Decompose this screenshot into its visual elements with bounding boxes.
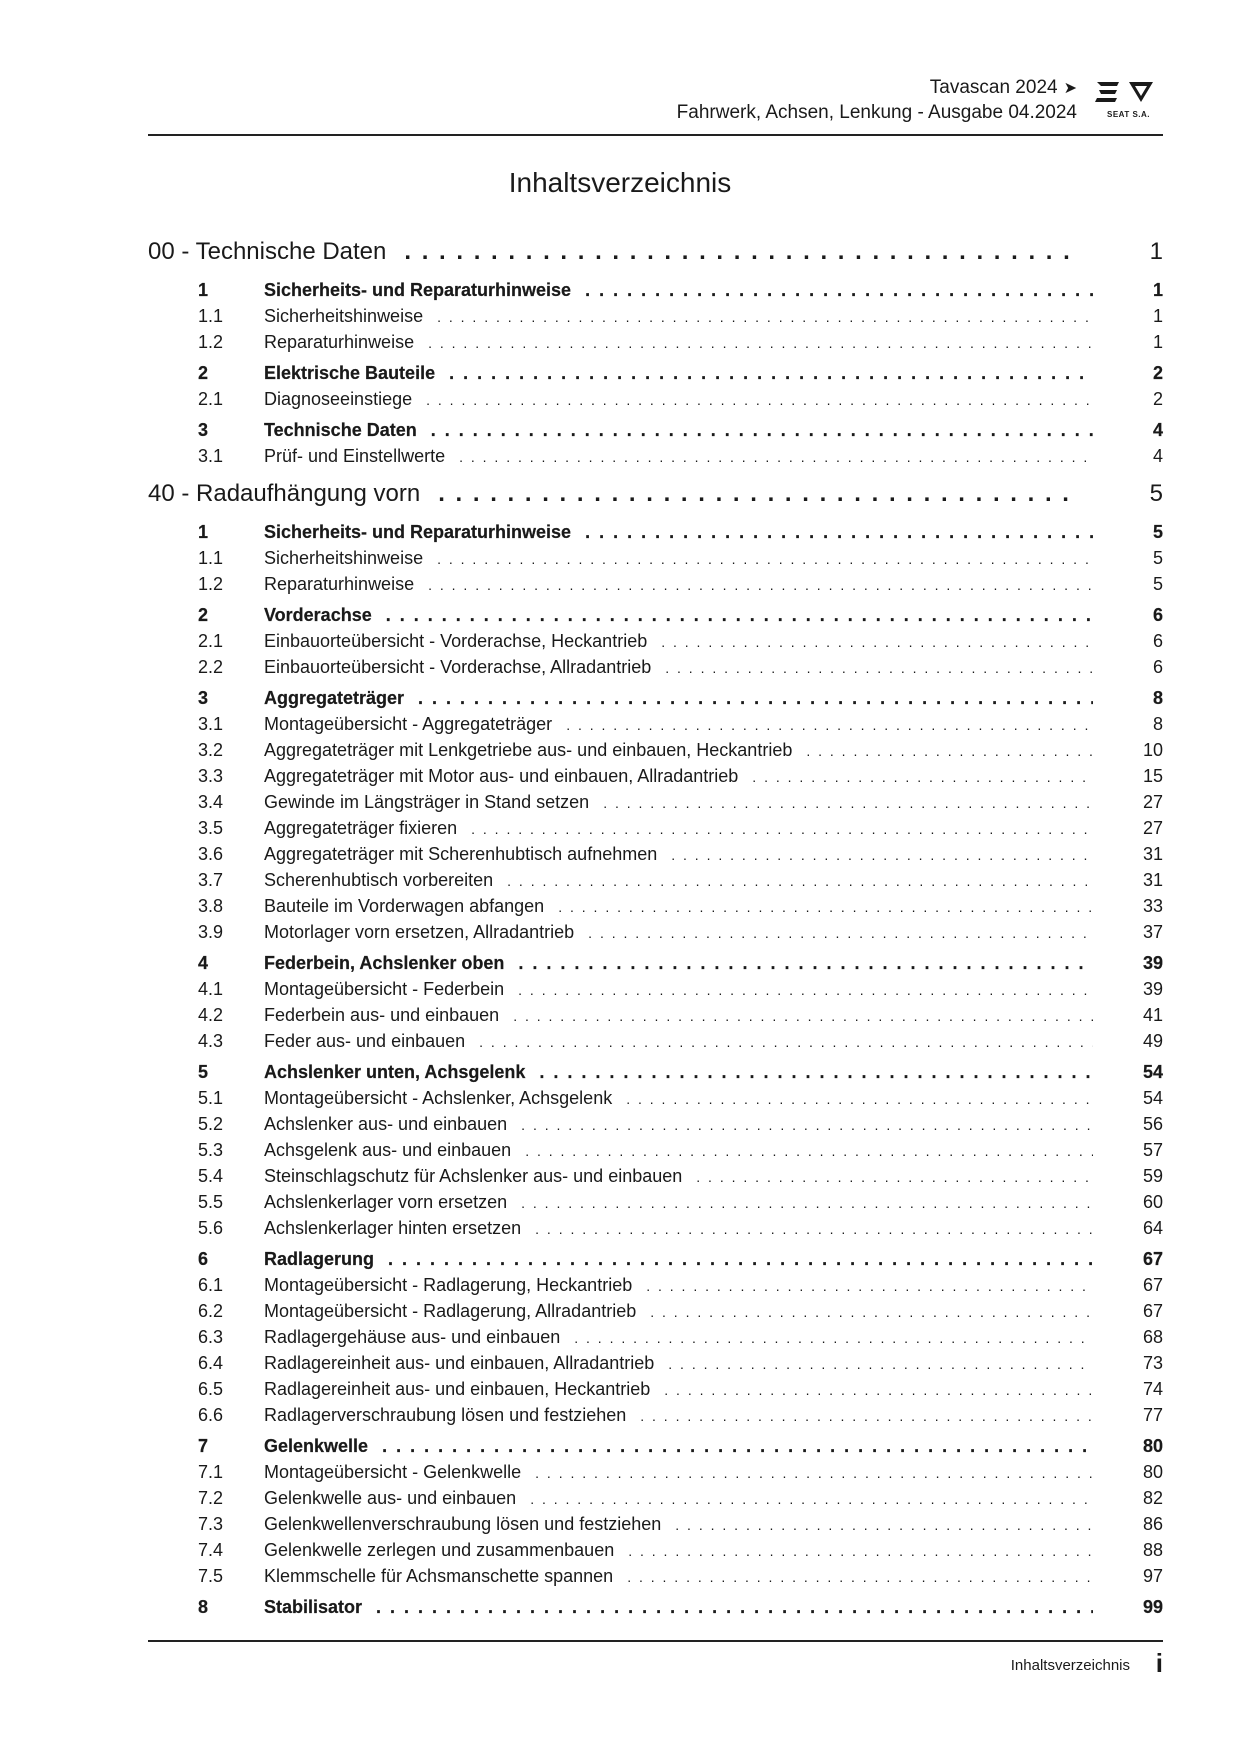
- dot-leader: [459, 449, 1093, 465]
- toc-entry-title: Montageübersicht - Radlagerung, Heckantrieb: [264, 1275, 633, 1295]
- toc-entry-title: Feder aus- und einbauen: [264, 1031, 466, 1051]
- toc-section[interactable]: [148, 605, 1163, 631]
- toc-entry-number: 5.1: [198, 1088, 224, 1108]
- toc-subsection[interactable]: [148, 1379, 1163, 1405]
- toc-entry-title: Aggregateträger mit Motor aus- und einbauen, Allradantrieb: [264, 766, 739, 786]
- toc-subsection[interactable]: [148, 1140, 1163, 1166]
- toc-entry-title: Radlagerverschraubung lösen und festziehen: [264, 1405, 627, 1425]
- toc-subsection[interactable]: [148, 306, 1163, 332]
- toc-subsection[interactable]: [148, 389, 1163, 415]
- dot-leader: [665, 660, 1093, 676]
- toc-entry-number: 6.6: [198, 1405, 224, 1425]
- dot-leader: [513, 1008, 1093, 1024]
- toc-subsection[interactable]: [148, 1301, 1163, 1327]
- toc-subsection[interactable]: [148, 631, 1163, 657]
- toc-section[interactable]: [148, 1436, 1163, 1462]
- toc-entry-number: 2.2: [198, 657, 224, 677]
- toc-entry-page: 80: [1142, 1462, 1163, 1482]
- dot-leader: [479, 1034, 1093, 1050]
- toc-entry-page: 1: [1149, 238, 1163, 265]
- toc-entry-number: 6.5: [198, 1379, 224, 1399]
- dot-leader: [507, 873, 1093, 889]
- seat-cupra-logo-icon: [1093, 76, 1163, 110]
- toc-entry-title: Gewinde im Längsträger in Stand setzen: [264, 792, 590, 812]
- toc-entry-page: 86: [1142, 1514, 1163, 1534]
- dot-leader: [671, 847, 1093, 863]
- toc-entry-page: 4: [1152, 420, 1163, 440]
- toc-entry-page: 6: [1152, 605, 1163, 625]
- toc-subsection[interactable]: [148, 1192, 1163, 1218]
- toc-entry-title: Achslenkerlager hinten ersetzen: [264, 1218, 522, 1238]
- toc-subsection[interactable]: [148, 548, 1163, 574]
- dot-leader: [661, 634, 1093, 650]
- toc-entry-title: Achslenker unten, Achsgelenk: [264, 1062, 526, 1082]
- toc-entry-page: 77: [1142, 1405, 1163, 1425]
- toc-entry-page: 67: [1142, 1275, 1163, 1295]
- toc-entry-number: 3.7: [198, 870, 224, 890]
- brand-logo: [1093, 76, 1163, 128]
- dot-leader: [539, 1062, 1093, 1083]
- toc-entry-number: 3.9: [198, 922, 224, 942]
- toc-subsection[interactable]: [148, 1166, 1163, 1192]
- toc-subsection[interactable]: [148, 922, 1163, 948]
- toc-section[interactable]: [148, 1062, 1163, 1088]
- footer-title: Inhaltsverzeichnis: [1010, 1657, 1130, 1674]
- dot-leader: [646, 1278, 1093, 1294]
- toc-entry-number: 7.4: [198, 1540, 224, 1560]
- toc-entry-number: 7.5: [198, 1566, 224, 1586]
- dot-leader: [535, 1465, 1093, 1481]
- toc-entry-title: Gelenkwellenverschraubung lösen und festziehen: [264, 1514, 662, 1534]
- toc-subsection[interactable]: [148, 1275, 1163, 1301]
- toc-entry-number: 3.2: [198, 740, 224, 760]
- toc-section[interactable]: [148, 522, 1163, 548]
- toc-entry-page: 5: [1149, 480, 1163, 507]
- toc-entry-title: 00 - Technische Daten: [148, 238, 387, 265]
- toc-entry-page: 27: [1142, 818, 1163, 838]
- dot-leader: [471, 821, 1093, 837]
- dot-leader: [806, 743, 1093, 759]
- toc-entry-page: 67: [1142, 1301, 1163, 1321]
- toc-entry-number: 7.1: [198, 1462, 224, 1482]
- toc-entry-number: 1.2: [198, 332, 224, 352]
- toc-entry-page: 82: [1142, 1488, 1163, 1508]
- toc-entry-title: Radlagergehäuse aus- und einbauen: [264, 1327, 561, 1347]
- toc-entry-title: Montageübersicht - Aggregateträger: [264, 714, 553, 734]
- toc-subsection[interactable]: [148, 1462, 1163, 1488]
- dot-leader: [752, 769, 1093, 785]
- toc-entry-title: Einbauorteübersicht - Vorderachse, Allradantrieb: [264, 657, 652, 677]
- toc-entry-title: Sicherheits- und Reparaturhinweise: [264, 522, 572, 542]
- toc-entry-number: 6.4: [198, 1353, 224, 1373]
- toc-entry-page: 31: [1142, 870, 1163, 890]
- toc-entry-page: 49: [1142, 1031, 1163, 1051]
- toc-entry-page: 15: [1142, 766, 1163, 786]
- toc-entry-title: Motorlager vorn ersetzen, Allradantrieb: [264, 922, 575, 942]
- dot-leader: [668, 1356, 1093, 1372]
- toc-entry-number: 1.2: [198, 574, 224, 594]
- toc-entry-number: 3: [198, 688, 209, 708]
- toc-subsection[interactable]: [148, 714, 1163, 740]
- toc-entry-title: Federbein aus- und einbauen: [264, 1005, 500, 1025]
- toc-entry-number: 3.8: [198, 896, 224, 916]
- toc-entry-number: 5.3: [198, 1140, 224, 1160]
- dot-leader: [626, 1091, 1093, 1107]
- toc-entry-page: 6: [1152, 631, 1163, 651]
- toc-entry-number: 6: [198, 1249, 209, 1269]
- toc-entry-title: Bauteile im Vorderwagen abfangen: [264, 896, 545, 916]
- toc-entry-title: Radlagerung: [264, 1249, 375, 1269]
- page-title: Inhaltsverzeichnis: [508, 167, 732, 198]
- toc-entry-number: 3.1: [198, 446, 224, 466]
- toc-entry-title: Achslenker aus- und einbauen: [264, 1114, 508, 1134]
- chapter-spacer: [148, 472, 1163, 480]
- toc-entry-number: 8: [198, 1597, 209, 1617]
- dot-leader: [376, 1597, 1093, 1618]
- toc-subsection[interactable]: [148, 1488, 1163, 1514]
- dot-leader: [627, 1569, 1093, 1585]
- toc-entry-title: Achslenkerlager vorn ersetzen: [264, 1192, 508, 1212]
- dot-leader: [418, 688, 1093, 709]
- toc-entry-page: 59: [1142, 1166, 1163, 1186]
- toc-entry-page: 64: [1142, 1218, 1163, 1238]
- toc-entry-page: 60: [1142, 1192, 1163, 1212]
- toc-entry-title: Steinschlagschutz für Achslenker aus- und einbauen: [264, 1166, 683, 1186]
- dot-leader: [558, 899, 1093, 915]
- toc-subsection[interactable]: [148, 1353, 1163, 1379]
- toc-section[interactable]: [148, 280, 1163, 306]
- header-subtitle: Fahrwerk, Achsen, Lenkung - Ausgabe 04.2024: [676, 102, 1077, 123]
- toc-subsection[interactable]: [148, 844, 1163, 870]
- dot-leader: [438, 480, 1073, 508]
- toc-section[interactable]: [148, 1249, 1163, 1275]
- toc-entry-number: 7: [198, 1436, 209, 1456]
- dot-leader: [574, 1330, 1093, 1346]
- toc-chapter[interactable]: [148, 480, 1163, 522]
- toc-entry-title: Stabilisator: [264, 1597, 363, 1617]
- toc-entry-title: Aggregateträger mit Scherenhubtisch aufnehmen: [264, 844, 658, 864]
- dot-leader: [437, 551, 1093, 567]
- toc-entry-number: 3.6: [198, 844, 224, 864]
- toc-entry-number: 2.1: [198, 631, 224, 651]
- toc-entry-title: Klemmschelle für Achsmanschette spannen: [264, 1566, 614, 1586]
- dot-leader: [585, 280, 1093, 301]
- toc-section[interactable]: [148, 363, 1163, 389]
- toc-entry-title: Gelenkwelle aus- und einbauen: [264, 1488, 517, 1508]
- toc-entry-page: 2: [1152, 389, 1163, 409]
- dot-leader: [628, 1543, 1093, 1559]
- toc-section[interactable]: [148, 953, 1163, 979]
- toc-entry-number: 2: [198, 605, 209, 625]
- toc-subsection[interactable]: [148, 657, 1163, 683]
- toc-entry-title: Aggregateträger fixieren: [264, 818, 458, 838]
- dot-leader: [588, 925, 1093, 941]
- toc-entry-title: Sicherheitshinweise: [264, 306, 424, 326]
- toc-entry-title: Radlagereinheit aus- und einbauen, Allradantrieb: [264, 1353, 655, 1373]
- toc-entry-page: 1: [1152, 306, 1163, 326]
- toc-subsection[interactable]: [148, 1088, 1163, 1114]
- toc-entry-number: 5.5: [198, 1192, 224, 1212]
- toc-entry-page: 57: [1142, 1140, 1163, 1160]
- toc-entry-page: 54: [1142, 1062, 1163, 1082]
- toc-entry-page: 68: [1142, 1327, 1163, 1347]
- toc-entry-title: Scherenhubtisch vorbereiten: [264, 870, 494, 890]
- toc-entry-page: 74: [1142, 1379, 1163, 1399]
- toc-entry-page: 39: [1142, 979, 1163, 999]
- toc-entry-title: Reparaturhinweise: [264, 574, 415, 594]
- toc-entry-title: Aggregateträger: [264, 688, 405, 708]
- toc-subsection[interactable]: [148, 1514, 1163, 1540]
- toc-entry-title: Aggregateträger mit Lenkgetriebe aus- und einbauen, Heckantrieb: [264, 740, 793, 760]
- toc-entry-page: 27: [1142, 792, 1163, 812]
- dot-leader: [521, 1117, 1093, 1133]
- dot-leader: [449, 363, 1093, 384]
- dot-leader: [437, 309, 1093, 325]
- toc-entry-number: 3.3: [198, 766, 224, 786]
- toc-subsection[interactable]: [148, 332, 1163, 358]
- dot-leader: [585, 522, 1093, 543]
- toc-subsection[interactable]: [148, 870, 1163, 896]
- toc-entry-title: Elektrische Bauteile: [264, 363, 436, 383]
- toc-entry-title: Sicherheits- und Reparaturhinweise: [264, 280, 572, 300]
- toc-entry-number: 5.6: [198, 1218, 224, 1238]
- toc-entry-title: Federbein, Achslenker oben: [264, 953, 505, 973]
- toc-entry-page: 8: [1152, 688, 1163, 708]
- toc-entry-page: 39: [1142, 953, 1163, 973]
- dot-leader: [426, 392, 1093, 408]
- dot-leader: [603, 795, 1093, 811]
- dot-leader: [428, 335, 1093, 351]
- toc-entry-number: 5: [198, 1062, 209, 1082]
- dot-leader: [428, 577, 1093, 593]
- dot-leader: [664, 1382, 1093, 1398]
- toc-subsection[interactable]: [148, 1566, 1163, 1592]
- arrow-right-icon: ➤: [1063, 80, 1077, 97]
- toc-entry-title: Montageübersicht - Achslenker, Achsgelenk: [264, 1088, 613, 1108]
- toc-subsection[interactable]: [148, 1405, 1163, 1431]
- toc-entry-number: 4.3: [198, 1031, 224, 1051]
- toc-chapter[interactable]: [148, 238, 1163, 280]
- toc-entry-number: 4.2: [198, 1005, 224, 1025]
- toc-entry-page: 8: [1152, 714, 1163, 734]
- toc-entry-number: 5.4: [198, 1166, 224, 1186]
- toc-entry-number: 6.1: [198, 1275, 224, 1295]
- toc-entry-title: Einbauorteübersicht - Vorderachse, Heckantrieb: [264, 631, 648, 651]
- toc-entry-number: 1: [198, 280, 209, 300]
- toc-subsection[interactable]: [148, 766, 1163, 792]
- dot-leader: [675, 1517, 1093, 1533]
- footer-page-number: i: [1155, 1648, 1163, 1678]
- toc-entry-number: 5.2: [198, 1114, 224, 1134]
- dot-leader: [650, 1304, 1093, 1320]
- toc-entry-number: 7.2: [198, 1488, 224, 1508]
- page-header: [148, 76, 1163, 136]
- dot-leader: [518, 982, 1093, 998]
- dot-leader: [696, 1169, 1093, 1185]
- toc-entry-page: 10: [1142, 740, 1163, 760]
- dot-leader: [388, 1249, 1093, 1270]
- toc-entry-title: Montageübersicht - Radlagerung, Allradantrieb: [264, 1301, 637, 1321]
- dot-leader: [525, 1143, 1093, 1159]
- dot-leader: [382, 1436, 1093, 1457]
- toc-entry-page: 6: [1152, 657, 1163, 677]
- footer-divider: [148, 1640, 1163, 1642]
- toc-entry-page: 33: [1142, 896, 1163, 916]
- toc-entry-title: Technische Daten: [264, 420, 417, 440]
- toc-subsection[interactable]: [148, 1218, 1163, 1244]
- toc-entry-page: 5: [1152, 548, 1163, 568]
- header-text: [677, 76, 1077, 125]
- header-model-line: [677, 76, 1077, 101]
- toc-entry-title: Diagnoseeinstiege: [264, 389, 413, 409]
- toc-entry-number: 4.1: [198, 979, 224, 999]
- dot-leader: [518, 953, 1093, 974]
- toc-entry-number: 1.1: [198, 306, 224, 326]
- toc-entry-number: 1.1: [198, 548, 224, 568]
- toc-entry-title: Prüf- und Einstellwerte: [264, 446, 446, 466]
- toc-subsection[interactable]: [148, 818, 1163, 844]
- toc-entry-page: 73: [1142, 1353, 1163, 1373]
- toc-subsection[interactable]: [148, 1031, 1163, 1057]
- dot-leader: [640, 1408, 1093, 1424]
- toc-entry-page: 99: [1142, 1597, 1163, 1617]
- toc-entry-page: 67: [1142, 1249, 1163, 1269]
- header-model: Tavascan 2024: [929, 77, 1058, 98]
- toc-entry-page: 1: [1152, 280, 1163, 300]
- toc-entry-page: 2: [1152, 363, 1163, 383]
- toc-entry-page: 88: [1142, 1540, 1163, 1560]
- toc-entry-title: 40 - Radaufhängung vorn: [148, 480, 421, 507]
- dot-leader: [566, 717, 1093, 733]
- toc-entry-page: 80: [1142, 1436, 1163, 1456]
- toc-subsection[interactable]: [148, 740, 1163, 766]
- toc-entry-number: 3.5: [198, 818, 224, 838]
- toc-entry-number: 2: [198, 363, 209, 383]
- toc-entry-page: 97: [1142, 1566, 1163, 1586]
- toc-entry-page: 56: [1142, 1114, 1163, 1134]
- toc-subsection[interactable]: [148, 1114, 1163, 1140]
- toc-entry-title: Montageübersicht - Gelenkwelle: [264, 1462, 522, 1482]
- toc-entry-page: 4: [1152, 446, 1163, 466]
- dot-leader: [535, 1221, 1093, 1237]
- dot-leader: [431, 420, 1093, 441]
- toc-entry-title: Gelenkwelle: [264, 1436, 369, 1456]
- dot-leader: [521, 1195, 1093, 1211]
- toc-entry-page: 5: [1152, 522, 1163, 542]
- header-divider: [148, 134, 1163, 136]
- toc-entry-number: 4: [198, 953, 209, 973]
- toc-entry-page: 31: [1142, 844, 1163, 864]
- toc-section[interactable]: [148, 420, 1163, 446]
- toc-entry-title: Vorderachse: [264, 605, 372, 625]
- toc-entry-title: Sicherheitshinweise: [264, 548, 424, 568]
- toc-entry-page: 41: [1142, 1005, 1163, 1025]
- toc-subsection[interactable]: [148, 446, 1163, 472]
- toc-entry-title: Gelenkwelle zerlegen und zusammenbauen: [264, 1540, 615, 1560]
- toc-entry-number: 3: [198, 420, 209, 440]
- toc-entry-title: Radlagereinheit aus- und einbauen, Heckantrieb: [264, 1379, 651, 1399]
- toc-entry-number: 3.4: [198, 792, 224, 812]
- dot-leader: [530, 1491, 1093, 1507]
- table-of-contents: [148, 238, 1163, 1623]
- toc-entry-title: Achsgelenk aus- und einbauen: [264, 1140, 512, 1160]
- toc-subsection[interactable]: [148, 979, 1163, 1005]
- toc-subsection[interactable]: [148, 792, 1163, 818]
- toc-subsection[interactable]: [148, 574, 1163, 600]
- toc-entry-page: 1: [1152, 332, 1163, 352]
- dot-leader: [386, 605, 1093, 626]
- toc-entry-number: 3.1: [198, 714, 224, 734]
- dot-leader: [404, 238, 1073, 266]
- toc-entry-number: 2.1: [198, 389, 224, 409]
- toc-entry-number: 6.3: [198, 1327, 224, 1347]
- toc-entry-page: 37: [1142, 922, 1163, 942]
- toc-subsection[interactable]: [148, 1327, 1163, 1353]
- toc-entry-number: 6.2: [198, 1301, 224, 1321]
- toc-entry-title: Montageübersicht - Federbein: [264, 979, 505, 999]
- toc-entry-number: 7.3: [198, 1514, 224, 1534]
- toc-subsection[interactable]: [148, 1540, 1163, 1566]
- toc-entry-number: 1: [198, 522, 209, 542]
- toc-entry-page: 5: [1152, 574, 1163, 594]
- toc-entry-title: Reparaturhinweise: [264, 332, 415, 352]
- toc-subsection[interactable]: [148, 1005, 1163, 1031]
- toc-section[interactable]: [148, 1597, 1163, 1623]
- brand-name: SEAT S.A.: [1107, 110, 1151, 119]
- toc-section[interactable]: [148, 688, 1163, 714]
- toc-entry-page: 54: [1142, 1088, 1163, 1108]
- toc-subsection[interactable]: [148, 896, 1163, 922]
